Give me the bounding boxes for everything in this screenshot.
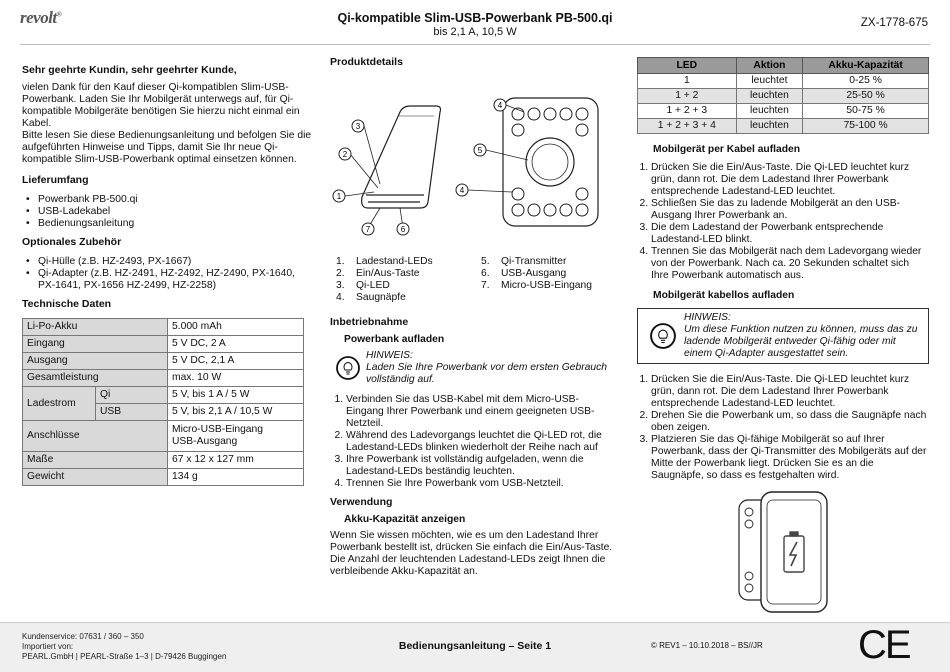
cable-heading: Mobilgerät per Kabel aufladen (653, 144, 801, 155)
svg-text:2: 2 (342, 150, 348, 159)
greeting: Sehr geehrte Kundin, sehr geehrter Kunde, (22, 64, 237, 76)
hint-box (637, 308, 929, 364)
connector-item: USB-Ausgang (172, 436, 238, 447)
callout-4-bottom (456, 184, 468, 196)
table-header: Aktion (736, 58, 803, 74)
table-cell: 25-50 % (803, 89, 929, 104)
table-cell: Qi (96, 387, 168, 404)
wireless-charging-illustration (735, 490, 860, 615)
list-item: 2. Während des Ladevorgangs leuchtet die Qi-LED rot, die Ladestand-LEDs blinken wiederholt der Reihe nach auf (346, 430, 614, 454)
list-item: 1. Drücken Sie die Ein/Aus-Taste. Die Qi-LED leuchtet kurz grün, dann rot. Die dem Ladestand Ihrer Powerbank entsprechende Ladestand-LED leuchtet. (651, 162, 929, 198)
table-cell: 0-25 % (803, 74, 929, 89)
svg-text:5: 5 (477, 146, 483, 155)
list-item: 3. Qi-LED (336, 280, 390, 291)
list-item: 4. Trennen Sie das Mobilgerät nach dem Ladevorgang wieder von der Powerbank. Nach ca. 20 Sekunden schaltet sich Ihre Powerbank automatisch aus. (651, 246, 929, 282)
callout-7 (362, 223, 374, 235)
wireless-heading: Mobilgerät kabellos aufladen (653, 290, 795, 301)
table-header: Akku-Kapazität (803, 58, 929, 74)
parts-list-right (481, 256, 621, 292)
table-header-row (638, 58, 929, 74)
callout-6 (397, 223, 409, 235)
svg-text:3: 3 (355, 122, 361, 131)
powerbank-side-view (362, 106, 441, 208)
table-row (23, 319, 304, 336)
capacity-heading: Akku-Kapazität anzeigen (344, 514, 466, 525)
charge-powerbank-heading: Powerbank aufladen (344, 334, 445, 345)
svg-text:4: 4 (459, 186, 465, 195)
table-header: LED (638, 58, 737, 74)
column-left (22, 64, 312, 486)
page-label: Bedienungsanleitung – Seite 1 (398, 640, 552, 652)
hint-label: HINWEIS: (684, 312, 731, 323)
intro-paragraph-2: Bitte lesen Sie diese Bedienungsanleitung und befolgen Sie die aufgeführten Hinweise und Tipps, damit Sie Ihr neue Qi-kompatible Slim-USB-Powerbank optimal einsetzen können. (22, 130, 312, 165)
delivery-list (22, 194, 312, 230)
importer-label: Importiert von: (22, 642, 74, 651)
product-illustration (328, 92, 618, 242)
table-cell: 5 V DC, 2,1 A (168, 353, 304, 370)
table-cell: leuchtet (736, 74, 803, 89)
use-heading: Verwendung (330, 496, 393, 508)
revision-info: © REV1 – 10.10.2018 – BS//JR (651, 641, 763, 650)
table-row (23, 353, 304, 370)
callout-2 (339, 148, 351, 160)
brand-logo: revolt® (20, 8, 62, 27)
table-cell: 5 V, bis 1 A / 5 W (168, 387, 304, 404)
ce-mark: CE (858, 623, 910, 667)
tech-heading: Technische Daten (22, 298, 112, 310)
callout-3 (352, 120, 364, 132)
optional-list (22, 256, 312, 292)
smartphone-icon (761, 492, 827, 612)
lightbulb-icon (642, 312, 684, 360)
callout-4-top (494, 99, 506, 111)
intro-paragraph: vielen Dank für den Kauf dieser Qi-kompatiblen Slim-USB-Powerbank. Laden Sie Ihr Mobilgerät unterwegs auf, für Qi-kompatible Mobilgeräte benötigen Sie hierzu nicht einmal ein Kabel. (22, 82, 300, 129)
table-row (638, 119, 929, 134)
hint-text: Um diese Funktion nutzen zu können, muss das zu ladende Mobilgerät entweder Qi-fähig oder mit einem Qi-Adapter ausgestattet sein. (684, 324, 918, 359)
optional-heading: Optionales Zubehör (22, 236, 122, 248)
table-cell: Ladestrom (23, 387, 96, 421)
table-cell: 67 x 12 x 127 mm (168, 452, 304, 469)
table-row (638, 74, 929, 89)
list-item: 2. Drehen Sie die Powerbank um, so dass die Saugnäpfe nach oben zeigen. (651, 410, 929, 434)
table-cell: 75-100 % (803, 119, 929, 134)
tech-specs-table (22, 318, 304, 486)
list-item: • USB-Ladekabel (38, 206, 312, 218)
table-row (638, 104, 929, 119)
table-cell: 5 V, bis 2,1 A / 10,5 W (168, 404, 304, 421)
list-item: • Powerbank PB-500.qi (38, 194, 312, 206)
product-heading: Produktdetails (330, 56, 403, 68)
table-cell: 134 g (168, 469, 304, 486)
table-cell (168, 421, 304, 452)
table-row (23, 421, 304, 452)
parts-list-left (336, 256, 476, 304)
connector-item: Micro-USB-Eingang (172, 424, 263, 435)
table-cell: 1 + 2 + 3 + 4 (638, 119, 737, 134)
table-cell: USB (96, 404, 168, 421)
charge-steps (330, 394, 614, 490)
hint-block (330, 350, 614, 386)
article-number: ZX-1778-675 (860, 17, 928, 29)
table-cell: Ausgang (23, 353, 168, 370)
table-cell: 50-75 % (803, 104, 929, 119)
callout-1 (333, 190, 345, 202)
svg-text:6: 6 (400, 225, 406, 234)
list-item: 4. Trennen Sie Ihre Powerbank vom USB-Netzteil. (346, 478, 614, 490)
table-cell: 5.000 mAh (168, 319, 304, 336)
capacity-text: Wenn Sie wissen möchten, wie es um den Ladestand Ihrer Powerbank bestellt ist, drücken Sie einfach die Ein/Aus-Taste. Die Anzahl der leuchtenden Ladestand-LEDs zeigt Ihnen die verbleibende Akku-Kapazität an. (330, 530, 613, 577)
table-cell: Anschlüsse (23, 421, 168, 452)
list-item: 1. Drücken Sie die Ein/Aus-Taste. Die Qi-LED leuchtet kurz grün, dann rot. Die dem Ladestand Ihrer Powerbank entsprechende Ladestand-LED leuchtet. (651, 374, 929, 410)
cable-steps (637, 162, 929, 282)
table-row (23, 469, 304, 486)
table-row (23, 370, 304, 387)
setup-section (330, 316, 614, 578)
list-item: 3. Die dem Ladestand der Powerbank entsprechende Ladestand-LED blinkt. (651, 222, 929, 246)
wireless-steps (637, 374, 929, 482)
table-row (23, 336, 304, 353)
hint-label: HINWEIS: (366, 350, 413, 361)
table-cell: leuchten (736, 119, 803, 134)
list-item: • Qi-Adapter (z.B. HZ-2491, HZ-2492, HZ-2490, PX-1640, PX-1641, PX-1656 HZ-2499, HZ-2258) (38, 268, 312, 292)
table-cell: leuchten (736, 104, 803, 119)
table-cell: Eingang (23, 336, 168, 353)
list-item: • Bedienungsanleitung (38, 218, 312, 230)
document-title: Qi-kompatible Slim-USB-Powerbank PB-500.qi (337, 11, 613, 25)
table-cell: leuchten (736, 89, 803, 104)
svg-text:7: 7 (365, 225, 371, 234)
table-row (638, 89, 929, 104)
svg-text:1: 1 (336, 192, 342, 201)
list-item: 5. Qi-Transmitter (481, 256, 567, 267)
list-item: 1. Verbinden Sie das USB-Kabel mit dem Micro-USB-Eingang Ihrer Powerbank und einem geeigneten USB-Netzteil. (346, 394, 614, 430)
table-cell: 5 V DC, 2 A (168, 336, 304, 353)
table-row (23, 452, 304, 469)
lightbulb-icon (330, 350, 366, 386)
footer-contact (22, 632, 226, 662)
list-item: 2. Schließen Sie das zu ladende Mobilgerät an den USB-Ausgang Ihrer Powerbank an. (651, 198, 929, 222)
table-cell: Maße (23, 452, 168, 469)
list-item: 3. Platzieren Sie das Qi-fähige Mobilgerät so auf Ihrer Powerbank, dass der Qi-Transmitter des Mobilgeräts auf der Mitte der Powerbank liegt. Drücken Sie es an die Saugnäpfe, so dass es festgehalten wird. (651, 434, 929, 482)
table-cell: 1 (638, 74, 737, 89)
column-middle (330, 56, 620, 68)
hint-text: Laden Sie Ihre Powerbank vor dem ersten Gebrauch vollständig auf. (366, 362, 607, 385)
header-divider (20, 44, 930, 45)
customer-service: Kundenservice: 07631 / 360 – 350 (22, 632, 144, 641)
table-cell: Gewicht (23, 469, 168, 486)
led-capacity-table (637, 57, 929, 134)
svg-text:4: 4 (497, 101, 503, 110)
delivery-heading: Lieferumfang (22, 174, 89, 186)
list-item: 7. Micro-USB-Eingang (481, 280, 592, 291)
document-subtitle: bis 2,1 A, 10,5 W (433, 26, 517, 38)
column-right (637, 57, 929, 482)
callout-5 (474, 144, 486, 156)
table-cell: Li-Po-Akku (23, 319, 168, 336)
powerbank-back-view (503, 98, 598, 226)
table-cell: Gesamtleistung (23, 370, 168, 387)
list-item: • Qi-Hülle (z.B. HZ-2493, PX-1667) (38, 256, 312, 268)
setup-heading: Inbetriebnahme (330, 316, 409, 328)
list-item: 3. Ihre Powerbank ist vollständig aufgeladen, wenn die Ladestand-LEDs beständig leuchten. (346, 454, 614, 478)
list-item: 2. Ein/Aus-Taste (336, 268, 420, 279)
table-cell: 1 + 2 (638, 89, 737, 104)
list-item: 1. Ladestand-LEDs (336, 256, 433, 267)
list-item: 6. USB-Ausgang (481, 268, 567, 279)
list-item: 4. Saugnäpfe (336, 292, 406, 303)
table-cell: 1 + 2 + 3 (638, 104, 737, 119)
table-row (23, 387, 304, 404)
importer-address: PEARL.GmbH | PEARL-Straße 1–3 | D-79426 Buggingen (22, 652, 227, 661)
table-cell: max. 10 W (168, 370, 304, 387)
